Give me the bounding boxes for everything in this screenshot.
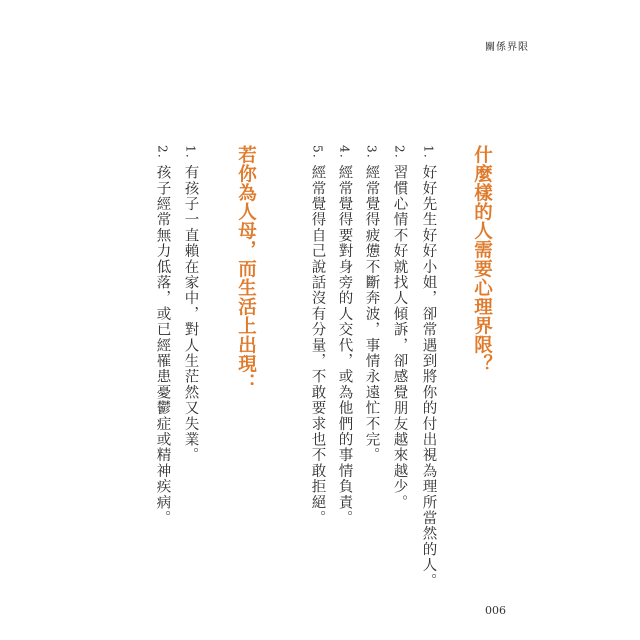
item-number: 2. bbox=[155, 145, 170, 159]
item-text: 經常覺得自己說話沒有分量，不敢要求也不敢拒絕。 bbox=[309, 164, 326, 526]
list-item bbox=[421, 145, 436, 589]
item-text: 經常覺得疲憊不斷奔波，事情永遠忙不完。 bbox=[363, 164, 380, 464]
list-item bbox=[337, 145, 352, 526]
item-number: 3. bbox=[364, 145, 379, 159]
list-item bbox=[155, 145, 170, 526]
item-number: 4. bbox=[337, 145, 352, 159]
item-text: 經常覺得要對身旁的人交代，或為他們的事情負責。 bbox=[336, 164, 353, 526]
item-number: 5. bbox=[310, 145, 325, 159]
section-heading-1: 什麼樣的人需要心理界限？ bbox=[471, 145, 493, 373]
list-item bbox=[392, 145, 407, 510]
item-text: 好好先生好好小姐，卻常遇到將你的付出視為理所當然的人。 bbox=[420, 164, 437, 589]
list-item bbox=[364, 145, 379, 463]
list-item bbox=[310, 145, 325, 526]
item-number: 1. bbox=[421, 145, 436, 159]
item-number: 2. bbox=[392, 145, 407, 159]
list-item bbox=[183, 145, 198, 463]
page-number: 006 bbox=[485, 604, 506, 617]
running-header: 關係界限 bbox=[485, 42, 529, 53]
item-text: 習慣心情不好就找人傾訴，卻感覺朋友越來越少。 bbox=[391, 164, 408, 511]
item-number: 1. bbox=[183, 145, 198, 159]
item-text: 孩子經常無力低落，或已經罹患憂鬱症或精神疾病。 bbox=[154, 164, 171, 526]
section-heading-2: 若你為人母，而生活上出現： bbox=[235, 145, 257, 392]
item-text: 有孩子一直賴在家中，對人生茫然又失業。 bbox=[182, 164, 199, 464]
